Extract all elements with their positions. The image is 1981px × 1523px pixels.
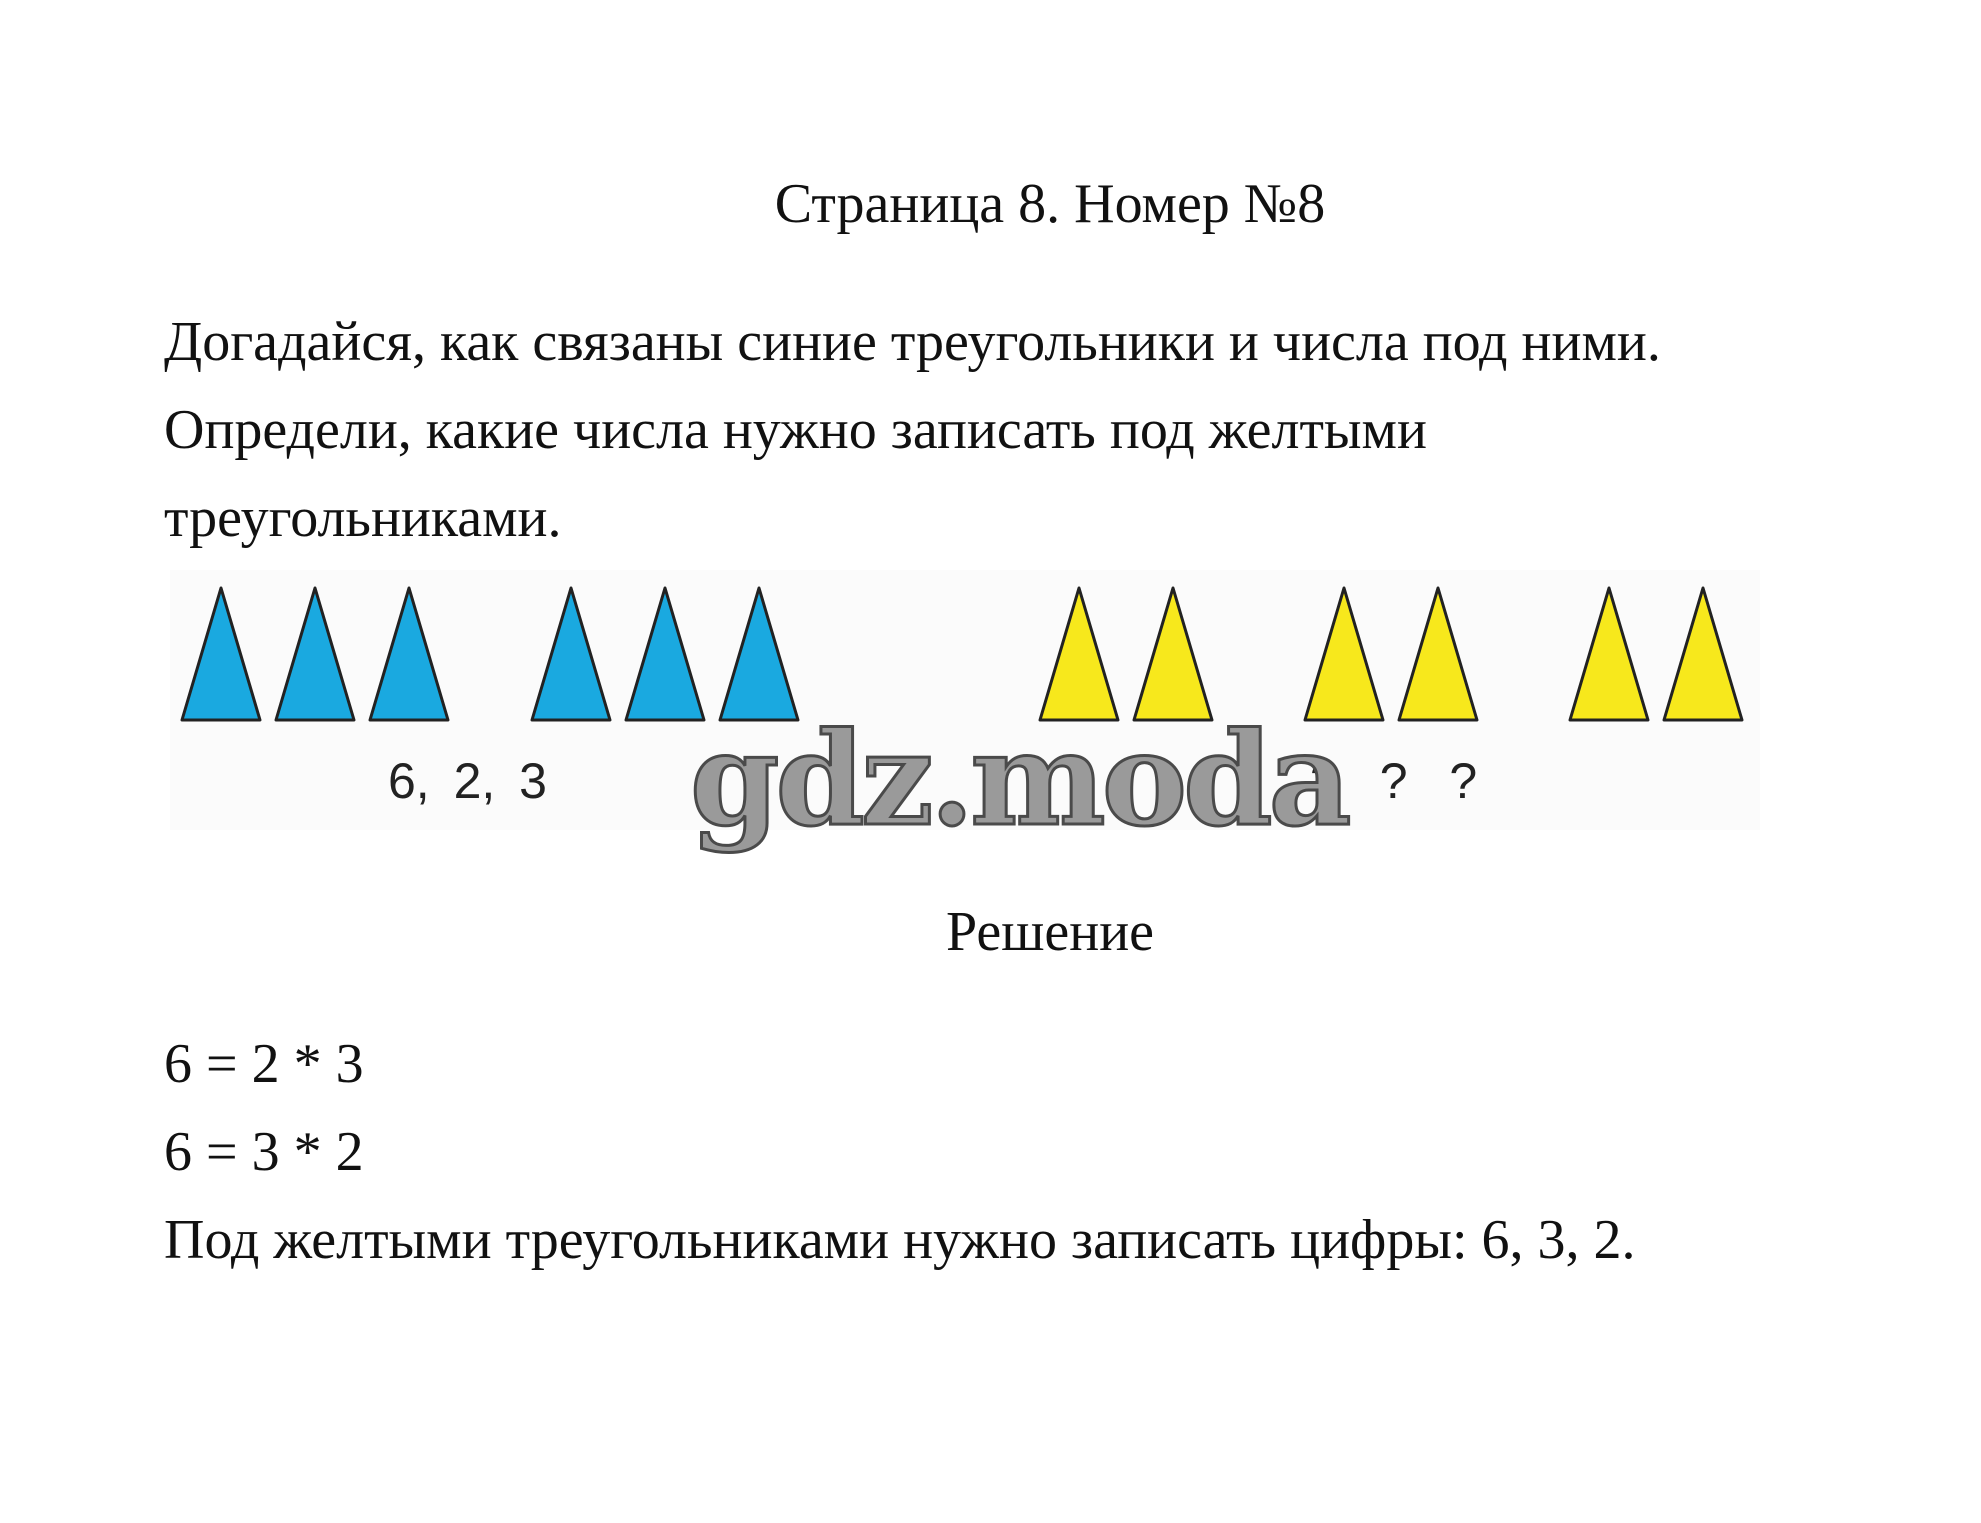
yellow-triangle — [1040, 588, 1118, 720]
yellow-numbers-label: ? ? ? — [1310, 753, 1478, 809]
solution-text — [164, 1020, 1636, 1284]
blue-numbers-label: 6, 2, 3 — [388, 753, 547, 809]
watermark: gdz.moda — [690, 705, 1348, 855]
yellow-triangle — [1664, 588, 1742, 720]
solution-line-3: Под желтыми треугольниками нужно записать цифры: 6, 3, 2. — [164, 1209, 1636, 1271]
solution-line-2: 6 = 3 * 2 — [164, 1121, 364, 1183]
page-title: Страница 8. Номер №8 — [774, 173, 1326, 235]
yellow-triangle — [1134, 588, 1212, 720]
task-line-2: Определи, какие числа нужно записать под желтыми — [164, 399, 1427, 461]
yellow-triangle — [1570, 588, 1648, 720]
task-text — [164, 298, 1661, 562]
blue-triangle — [276, 588, 354, 720]
blue-triangle — [720, 588, 798, 720]
solution-line-1: 6 = 2 * 3 — [164, 1033, 364, 1095]
blue-triangle — [182, 588, 260, 720]
blue-triangle — [626, 588, 704, 720]
yellow-triangle — [1399, 588, 1477, 720]
blue-triangle — [532, 588, 610, 720]
triangles-figure — [170, 570, 1760, 855]
solution-title: Решение — [945, 901, 1155, 963]
task-line-3: треугольниками. — [164, 487, 562, 549]
yellow-triangle — [1305, 588, 1383, 720]
blue-triangle — [370, 588, 448, 720]
task-line-1: Догадайся, как связаны синие треугольники и числа под ними. — [164, 311, 1661, 373]
